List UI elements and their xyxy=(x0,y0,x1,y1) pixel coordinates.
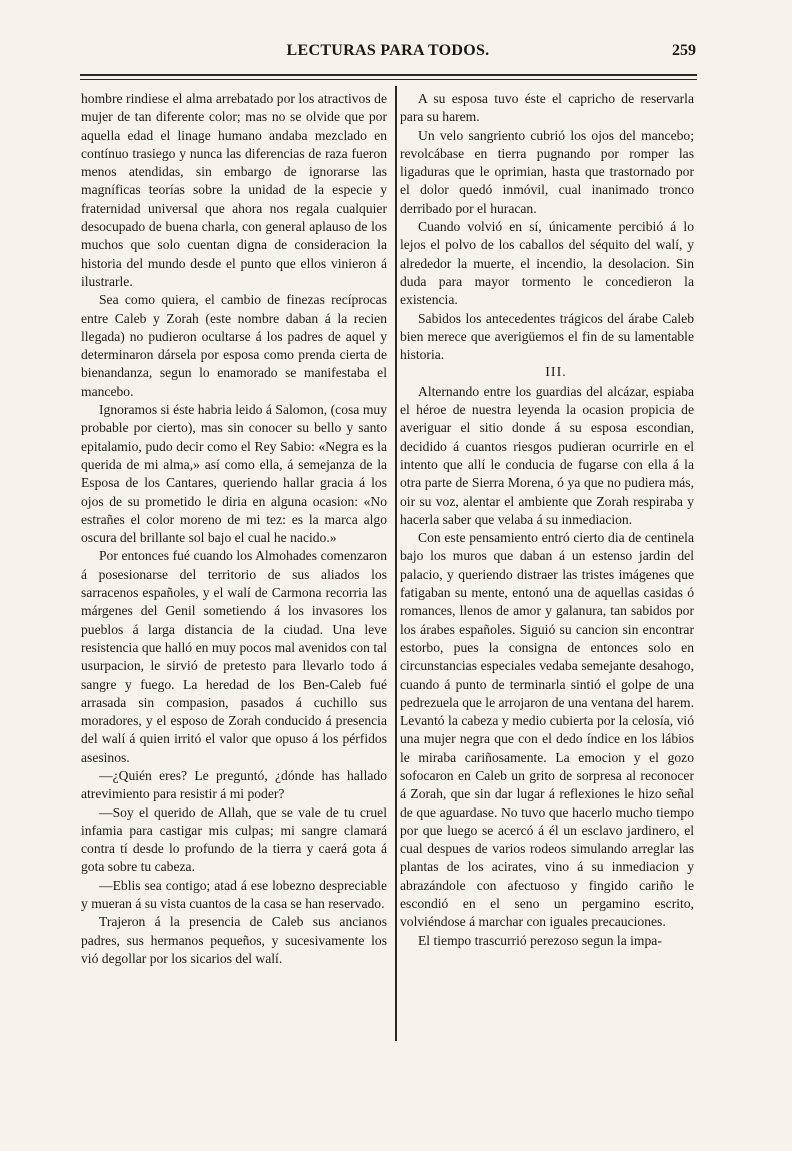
dialogue-paragraph: —Soy el querido de Allah, que se vale de tu cruel infamia para castigar mis culpas; mi sangre clamará contra tí desde lo profundo de la tierra y caerá gota á gota sobre tu cabeza. xyxy=(81,804,387,875)
header-title: LECTURAS PARA TODOS. xyxy=(286,42,490,59)
paragraph: Con este pensamiento entró cierto dia de centinela bajo los muros que daban á un estenso jardin del palacio, y queriendo distraer las tristes imágenes que fatigaban su mente, entonó una de aquellas casidas ó romances, llenos de amor y galanura, tan sabidos por los árabes españoles. Siguió su cancion sin encontrar estorbo, pues la consigna de entonces solo en circunstancias especiales vedaba semejante desahogo, cuando á punto de terminarla sintió el golpe de una pedrezuela que le arrojaron de una ventana del harem. Levantó la cabeza y medio cubierta por la celosía, vió una mujer negra que con el dedo índice en los lábios le miraba cariñosamente. La emocion y el gozo sofocaron en Caleb un grito de sorpresa al reconocer á Zorah, que sin dar lugar á reflexiones le hizo señal de que aguardase. No tuvo que hacerlo mucho tiempo por que luego se acercó á él un esclavo jardinero, el cual despues de varios rodeos simulando arreglar las plantas de los acirates, vino á su inmediacion y abrazándole con afectuoso y fingido cariño le escondió en el seno un pergamino escrito, volviéndose á marchar con iguales precauciones. xyxy=(400,530,694,930)
running-header xyxy=(80,42,696,68)
paragraph: Ignoramos si éste habria leido á Salomon, (cosa muy probable por cierto), mas sin conocer su bello y santo epitalamio, pudo decir como el Rey Sabio: «Negra es la querida de mi alma,» así como ella, á semejanza de la Esposa de los Cantares, queriendo hallar gracia á los ojos de su prometido le diria en alguna ocasion: «No estrañes el color moreno de mi tez: es la marca algo oscura del brillante sol bajo el cual he nacido.» xyxy=(81,402,387,546)
paragraph: Sea como quiera, el cambio de finezas recíprocas entre Caleb y Zorah (este nombre daban á la recien llegada) no pudieron ocultarse á los padres de aquel y determinaron dársela por esposa como prenda cierta de bienandanza, segun lo enamorado se manifestaba el mancebo. xyxy=(81,292,387,399)
page-number: 259 xyxy=(672,42,696,59)
dialogue-paragraph: —Eblis sea contigo; atad á ese lobezno despreciable y mueran á su vista cuantos de la casa se han reservado. xyxy=(81,877,387,912)
dialogue-paragraph: —¿Quién eres? Le preguntó, ¿dónde has hallado atrevimiento para resistir á mi poder? xyxy=(81,767,387,802)
paragraph: Por entonces fué cuando los Almohades comenzaron á posesionarse del territorio de sus aliados los sarracenos españoles, y el walí de Carmona recorria las márgenes del Genil sometiendo á los invasores los pueblos á larga distancia de la ciudad. Una leve resistencia que halló en muy pocos mal avenidos con tal usurpacion, le sirvió de pretesto para llevarlo todo á sangre y fuego. La heredad de los Ben-Caleb fué arrasada sin compasion, pasados á cuchillo sus moradores, y el esposo de Zorah conducido á presencia del walí á quien irritó el valor que opuso á los pérfidos asesinos. xyxy=(81,548,387,765)
paragraph: Un velo sangriento cubrió los ojos del mancebo; revolcábase en tierra pugnando por romper las ligaduras que le oprimian, hasta que trastornado por el dolor quedó inmóvil, cual inanimado tronco derribado por el huracan. xyxy=(400,127,694,216)
paragraph: Sabidos los antecedentes trágicos del árabe Caleb bien merece que averigüemos el fin de su lamentable historia. xyxy=(400,310,694,363)
paragraph: Cuando volvió en sí, únicamente percibió á lo lejos el polvo de los caballos del séquito del walí, y alrededor la muerte, el incendio, la desolacion. Sin duda para mayor tormento le concedieron la existencia. xyxy=(400,219,694,308)
header-rule-thin xyxy=(80,79,697,80)
paragraph: El tiempo trascurrió perezoso segun la impa- xyxy=(418,932,662,948)
section-heading: III. xyxy=(545,365,567,381)
column-divider xyxy=(395,86,397,1041)
paragraph: A su esposa tuvo éste el capricho de reservarla para su harem. xyxy=(400,91,694,125)
header-rule-thick xyxy=(80,74,697,76)
paragraph: Alternando entre los guardias del alcázar, espiaba el héroe de nuestra leyenda la ocasion propicia de averiguar el sitio donde á su esposa escondian, decidido á cuantos riesgos pudieran ocurrirle en el intento que allí le conducia de fugarse con ella á la otra parte de Sierra Morena, ó ya que no pudiera más, oir su voz, alentar el ambiente que Zorah respiraba y hacerla saber que velaba á su inmediacion. xyxy=(400,383,694,527)
paragraph: hombre rindiese el alma arrebatado por los atractivos de mujer de tan diferente color; mas no se olvide que por aquella edad el linage humano andaba mezclado en contínuo trasiego y nunca las diferencias de raza fueron menos atendidas, sin embargo de ignorarse las magníficas teorías sobre la unidad de la especie y fraternidad universal que ahora nos regala cualquier desocupado de buena charla, con general aplauso de los muchos que solo cuentan digna de consideracion la historia del mundo desde el punto que ellos vinieron á ilustrarle. xyxy=(81,91,387,289)
paragraph: Trajeron á la presencia de Caleb sus ancianos padres, sus hermanos pequeños, y sucesivamente los vió degollar por los sicarios del walí. xyxy=(81,914,387,966)
left-column xyxy=(81,90,387,968)
right-column xyxy=(400,90,694,950)
